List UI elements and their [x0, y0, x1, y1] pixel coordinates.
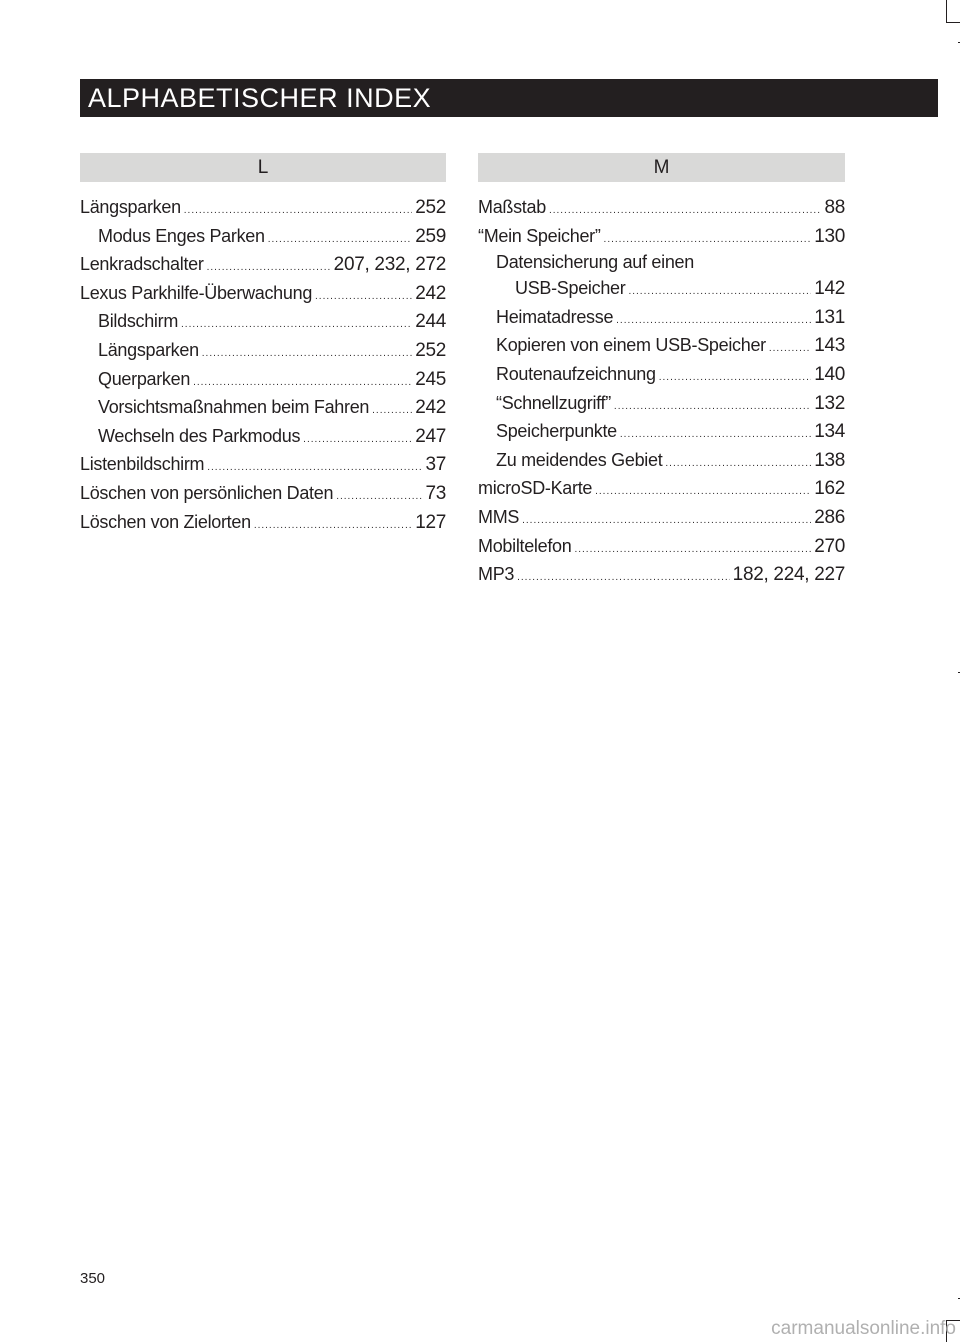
index-entry[interactable]: Heimatadresse ..... 131 [478, 303, 845, 332]
index-entry[interactable]: Löschen von Zielorten ..... 127 [80, 508, 446, 537]
index-entry[interactable]: Lexus Parkhilfe-Überwachung ..... 242 [80, 279, 446, 308]
index-entry[interactable]: Modus Enges Parken ..... 259 [80, 222, 446, 251]
index-entry[interactable]: microSD-Karte ..... 162 [478, 474, 845, 503]
index-entry[interactable]: Wechseln des Parkmodus ..... 247 [80, 422, 446, 451]
page-number: 350 [80, 1270, 106, 1287]
index-entry[interactable]: Querparken ..... 245 [80, 365, 446, 394]
index-entry[interactable]: MMS ..... 286 [478, 503, 845, 532]
index-entry[interactable]: Mobiltelefon ..... 270 [478, 532, 845, 561]
index-column-right [478, 193, 845, 589]
index-entry[interactable]: “Schnellzugriff” ..... 132 [478, 389, 845, 418]
page-title: ALPHABETISCHER INDEX [88, 83, 432, 113]
index-column-left [80, 193, 446, 536]
index-entry[interactable]: MP3 ..... 182, 224, 227 [478, 560, 845, 589]
section-head-l [80, 153, 446, 182]
crop-mark [946, 22, 960, 23]
index-entry[interactable]: Kopieren von einem USB-Speicher ..... 143 [478, 331, 845, 360]
index-entry[interactable]: USB-Speicher ..... 142 [478, 274, 845, 303]
section-letter: M [653, 157, 670, 178]
index-entry[interactable]: Löschen von persönlichen Daten ..... 73 [80, 479, 446, 508]
index-entry-heading: Datensicherung auf einen [496, 252, 694, 273]
index-entry[interactable]: Längsparken ..... 252 [80, 336, 446, 365]
section-letter: L [257, 157, 269, 178]
index-entry[interactable]: Maßstab ..... 88 [478, 193, 845, 222]
section-head-m [478, 153, 845, 182]
watermark: carmanualsonline.info [771, 1318, 956, 1339]
index-entry[interactable]: “Mein Speicher” ..... 130 [478, 222, 845, 251]
index-entry[interactable]: Zu meidendes Gebiet ..... 138 [478, 446, 845, 475]
index-header [80, 79, 938, 117]
crop-mark [946, 0, 947, 22]
index-entry[interactable]: Speicherpunkte ..... 134 [478, 417, 845, 446]
index-entry[interactable]: Bildschirm ..... 244 [80, 307, 446, 336]
index-entry[interactable]: Listenbildschirm ..... 37 [80, 450, 446, 479]
index-entry[interactable]: Längsparken ..... 252 [80, 193, 446, 222]
index-entry[interactable]: Lenkradschalter ..... 207, 232, 272 [80, 250, 446, 279]
index-entry[interactable]: Routenaufzeichnung ..... 140 [478, 360, 845, 389]
index-entry[interactable]: Vorsichtsmaßnahmen beim Fahren ..... 242 [80, 393, 446, 422]
